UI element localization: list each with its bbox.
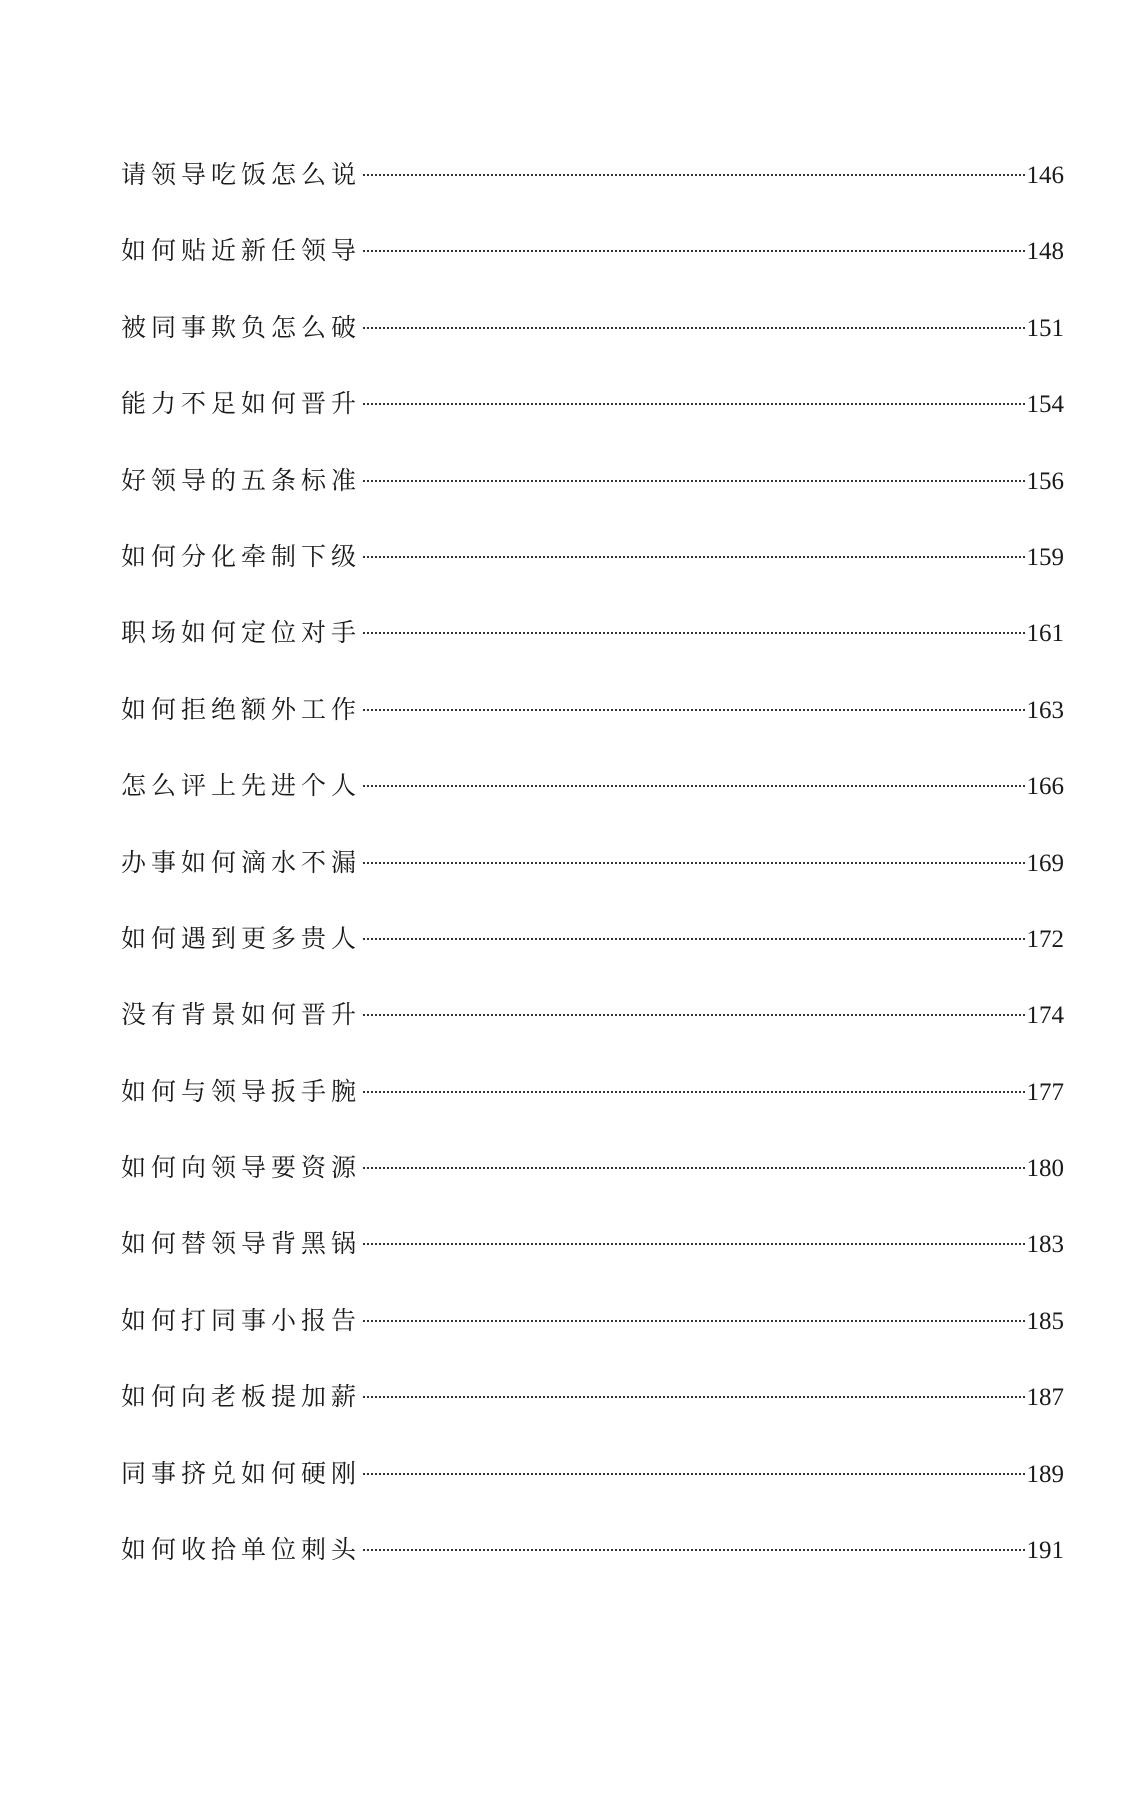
dot-leader	[363, 862, 1024, 864]
toc-entry[interactable]	[121, 690, 1064, 766]
toc-entry[interactable]	[121, 1148, 1064, 1224]
dot-leader	[363, 709, 1024, 711]
toc-entry-page-number: 154	[1026, 391, 1064, 419]
toc-entry-page-number: 159	[1026, 543, 1064, 571]
toc-entry[interactable]	[121, 766, 1064, 842]
toc-entry[interactable]	[121, 1377, 1064, 1453]
toc-entry[interactable]	[121, 613, 1064, 689]
dot-leader	[363, 1167, 1024, 1169]
dot-leader	[363, 1320, 1024, 1322]
dot-leader	[363, 250, 1024, 252]
toc-entry[interactable]	[121, 384, 1064, 460]
dot-leader	[363, 327, 1024, 329]
toc-entry-page-number: 183	[1026, 1231, 1064, 1259]
toc-entry-page-number: 172	[1026, 925, 1064, 953]
toc-entry[interactable]	[121, 1224, 1064, 1300]
toc-entry[interactable]	[121, 537, 1064, 613]
toc-entry[interactable]	[121, 1301, 1064, 1377]
dot-leader	[363, 1243, 1024, 1245]
toc-entry-page-number: 189	[1026, 1460, 1064, 1488]
toc-entry[interactable]	[121, 843, 1064, 919]
toc-entry-title: 请领导吃饭怎么说	[121, 160, 362, 189]
toc-entry-title: 如何收拾单位刺头	[121, 1535, 362, 1565]
toc-entry-title: 如何替领导背黑锅	[121, 1229, 362, 1259]
toc-entry-page-number: 169	[1026, 849, 1064, 877]
dot-leader	[363, 1091, 1024, 1093]
toc-entry[interactable]	[121, 919, 1064, 995]
toc-entry-title: 如何贴近新任领导	[121, 236, 362, 266]
toc-entry-title: 同事挤兑如何硬刚	[121, 1458, 362, 1488]
dot-leader	[363, 1396, 1024, 1398]
toc-entry-title: 没有背景如何晋升	[121, 1000, 362, 1030]
toc-entry-page-number: 177	[1026, 1078, 1064, 1106]
toc-entry-page-number: 156	[1026, 467, 1064, 495]
toc-entry[interactable]	[121, 231, 1064, 307]
toc-entry-page-number: 146	[1026, 162, 1064, 189]
dot-leader	[363, 938, 1024, 940]
toc-entry-title: 如何分化牵制下级	[121, 541, 362, 571]
dot-leader	[363, 480, 1024, 482]
toc-entry-title: 如何向老板提加薪	[121, 1382, 362, 1412]
toc-entry[interactable]	[121, 1072, 1064, 1148]
toc-entry-title: 如何打同事小报告	[121, 1305, 362, 1335]
toc-entry[interactable]	[121, 1530, 1064, 1606]
dot-leader	[363, 403, 1024, 405]
toc-entry-title: 能力不足如何晋升	[121, 389, 362, 419]
table-of-contents	[121, 155, 1064, 1606]
toc-entry-title: 如何向领导要资源	[121, 1153, 362, 1183]
toc-entry-page-number: 161	[1026, 620, 1064, 648]
dot-leader	[363, 785, 1024, 787]
dot-leader	[363, 1014, 1024, 1016]
dot-leader	[363, 632, 1024, 634]
dot-leader	[363, 174, 1024, 176]
toc-entry-page-number: 151	[1026, 314, 1064, 342]
toc-entry-title: 如何拒绝额外工作	[121, 694, 362, 724]
toc-entry-title: 好领导的五条标准	[121, 465, 362, 495]
toc-entry[interactable]	[121, 308, 1064, 384]
toc-entry-page-number: 148	[1026, 238, 1064, 266]
toc-entry-title: 被同事欺负怎么破	[121, 312, 362, 342]
toc-entry-title: 职场如何定位对手	[121, 618, 362, 648]
toc-entry-title: 如何遇到更多贵人	[121, 923, 362, 953]
toc-entry[interactable]	[121, 1454, 1064, 1530]
toc-entry-page-number: 185	[1026, 1307, 1064, 1335]
toc-entry-page-number: 180	[1026, 1155, 1064, 1183]
toc-entry-page-number: 191	[1026, 1537, 1064, 1565]
toc-entry[interactable]	[121, 155, 1064, 231]
toc-entry-page-number: 166	[1026, 773, 1064, 801]
toc-entry-page-number: 163	[1026, 696, 1064, 724]
toc-entry[interactable]	[121, 461, 1064, 537]
toc-entry-title: 办事如何滴水不漏	[121, 847, 362, 877]
toc-entry-title: 怎么评上先进个人	[121, 771, 362, 801]
toc-entry[interactable]	[121, 995, 1064, 1071]
dot-leader	[363, 556, 1024, 558]
toc-entry-page-number: 187	[1026, 1384, 1064, 1412]
dot-leader	[363, 1473, 1024, 1475]
toc-entry-title: 如何与领导扳手腕	[121, 1076, 362, 1106]
toc-entry-page-number: 174	[1026, 1002, 1064, 1030]
dot-leader	[363, 1549, 1024, 1551]
